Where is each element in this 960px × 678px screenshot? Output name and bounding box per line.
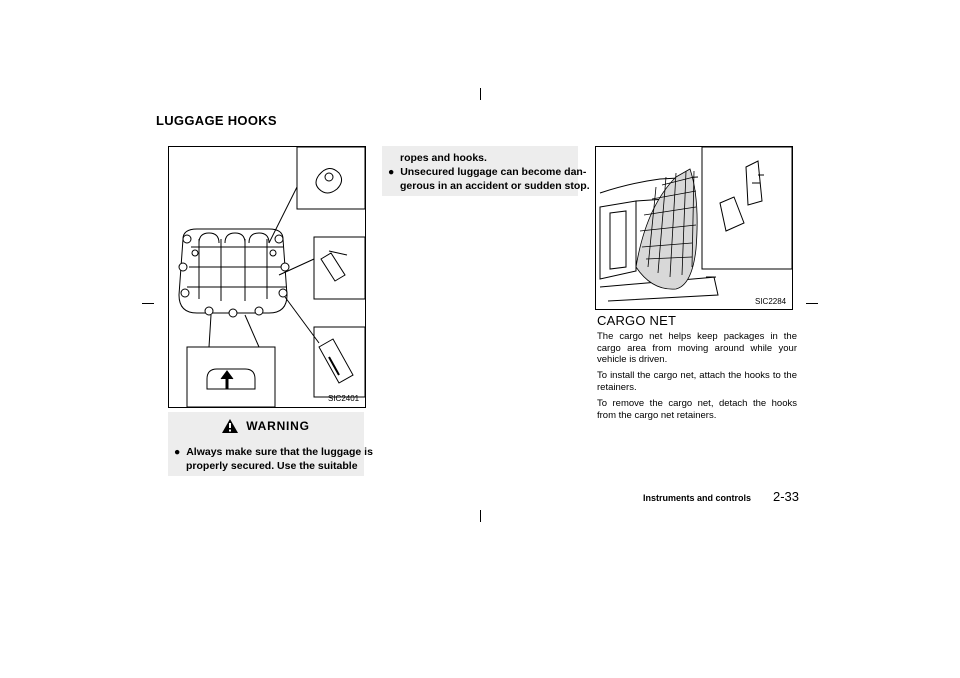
warning-triangle-icon — [222, 419, 238, 433]
warning-bullet-2-line-2: gerous in an accident or sudden stop. — [400, 180, 590, 192]
warning-bullet-1-line-2: properly secured. Use the suitable — [186, 460, 358, 472]
luggage-hooks-illustration — [169, 147, 365, 407]
warning-text: Always make sure that the luggage is — [186, 446, 373, 458]
figure-luggage-hooks — [168, 146, 366, 408]
cargo-paragraph-2: To install the cargo net, attach the hooks to the retainers. — [597, 370, 797, 393]
warning-header — [168, 412, 364, 440]
warning-box — [168, 412, 373, 476]
cargo-net-heading: CARGO NET — [597, 313, 677, 328]
crop-mark-top — [480, 88, 481, 100]
footer-section: Instruments and controls — [643, 493, 752, 503]
bullet-dot: ● — [388, 166, 395, 178]
section-title: LUGGAGE HOOKS — [156, 113, 277, 128]
figure-id: SIC2284 — [755, 297, 787, 306]
figure-id: SIC2401 — [328, 394, 360, 403]
cargo-paragraph-1: The cargo net helps keep packages in the cargo area from moving around while your vehicle is driven. — [597, 331, 797, 365]
warning-label: WARNING — [246, 419, 310, 433]
warning-cont-line: ropes and hooks. — [400, 152, 487, 164]
crop-mark-right — [806, 303, 818, 304]
warning-text: Unsecured luggage can become dan- — [400, 166, 587, 178]
footer-page-number: 2-33 — [773, 489, 800, 504]
crop-mark-bottom — [480, 510, 481, 522]
warning-box-continued — [382, 146, 590, 196]
crop-mark-left — [142, 303, 154, 304]
warning-bullet-2-line-1 — [388, 166, 586, 178]
bullet-dot: ● — [174, 446, 181, 458]
warning-bullet-1-line-1 — [174, 446, 373, 458]
cargo-net-illustration — [596, 147, 792, 309]
cargo-paragraph-3: To remove the cargo net, detach the hooks from the cargo net retainers. — [597, 398, 797, 421]
figure-cargo-net — [595, 146, 793, 310]
